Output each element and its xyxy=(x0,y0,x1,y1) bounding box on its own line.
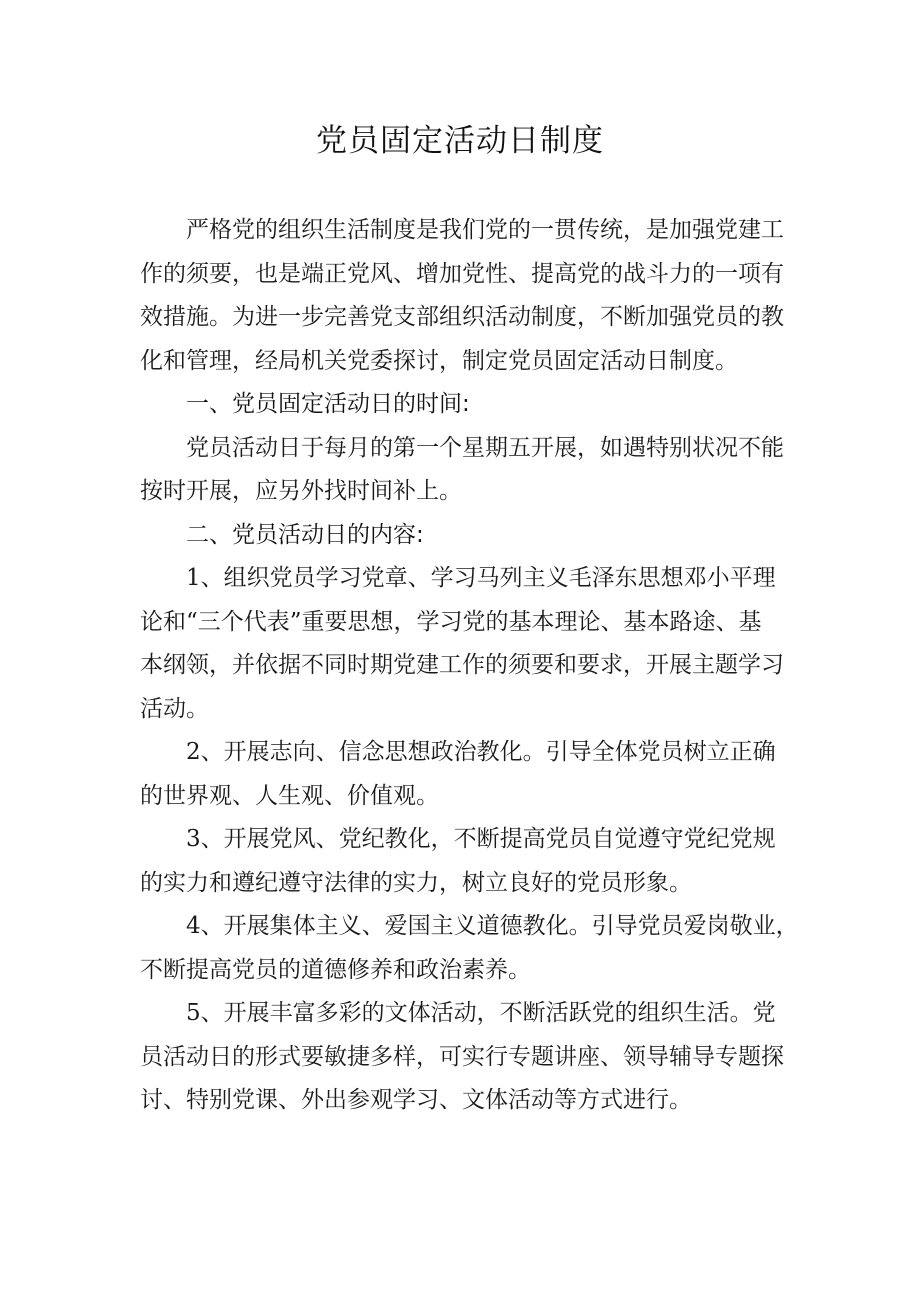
document-body xyxy=(140,209,799,1123)
paragraph-line: 2、开展志向、信念思想政治教化。引导全体党员树立正确 xyxy=(186,739,776,765)
intro-line: 作的须要，也是端正党风、增加党性、提高党的战斗力的一项有 xyxy=(140,260,784,287)
section-time-paragraph xyxy=(140,427,790,514)
intro-paragraph xyxy=(140,209,790,383)
paragraph-line: 的世界观、人生观、价值观。 xyxy=(140,782,439,809)
intro-line: 化和管理，经局机关党委探讨，制定党员固定活动日制度。 xyxy=(140,347,738,374)
intro-line: 效措施。为进一步完善党支部组织活动制度，不断加强党员的教 xyxy=(140,304,784,330)
content-item-2 xyxy=(140,731,790,818)
paragraph-line: 3、开展党风、党纪教化，不断提高党员自觉遵守党纪党规 xyxy=(186,826,776,852)
paragraph-line: 党员活动日于每月的第一个星期五开展，如遇特别状况不能 xyxy=(186,434,784,461)
paragraph-line: 论和“三个代表”重要思想，学习党的基本理论、基本路途、基 xyxy=(140,608,762,635)
intro-line: 严格党的组织生活制度是我们党的一贯传统，是加强党建工 xyxy=(186,217,784,243)
paragraph-line: 讨、特别党课、外出参观学习、文体活动等方式进行。 xyxy=(140,1087,692,1113)
content-item-3 xyxy=(140,818,790,905)
section-heading-content: 二、党员活动日的内容: xyxy=(186,521,424,548)
paragraph-line: 本纲领，并依据不同时期党建工作的须要和要求，开展主题学习 xyxy=(140,652,784,678)
paragraph-line: 5、开展丰富多彩的文体活动，不断活跃党的组织生活。党 xyxy=(186,1000,776,1026)
paragraph-line: 不断提高党员的道德修养和政治素养。 xyxy=(140,956,531,983)
content-item-5 xyxy=(140,992,790,1123)
paragraph-line: 1、组织党员学习党章、学习马列主义毛泽东思想邓小平理 xyxy=(186,565,776,591)
paragraph-line: 员活动日的形式要敏捷多样，可实行专题讲座、领导辅导专题探 xyxy=(140,1043,784,1070)
paragraph-line: 按时开展，应另外找时间补上。 xyxy=(140,478,462,504)
paragraph-line: 4、开展集体主义、爱国主义道德教化。引导党员爱岗敬业， xyxy=(186,913,799,939)
paragraph-line: 活动。 xyxy=(140,695,209,722)
content-item-4 xyxy=(140,905,799,992)
section-heading-time: 一、党员固定活动日的时间: xyxy=(186,391,470,417)
document-title: 党员固定活动日制度 xyxy=(316,123,604,159)
content-item-1 xyxy=(140,557,790,731)
paragraph-line: 的实力和遵纪遵守法律的实力，树立良好的党员形象。 xyxy=(140,869,692,896)
